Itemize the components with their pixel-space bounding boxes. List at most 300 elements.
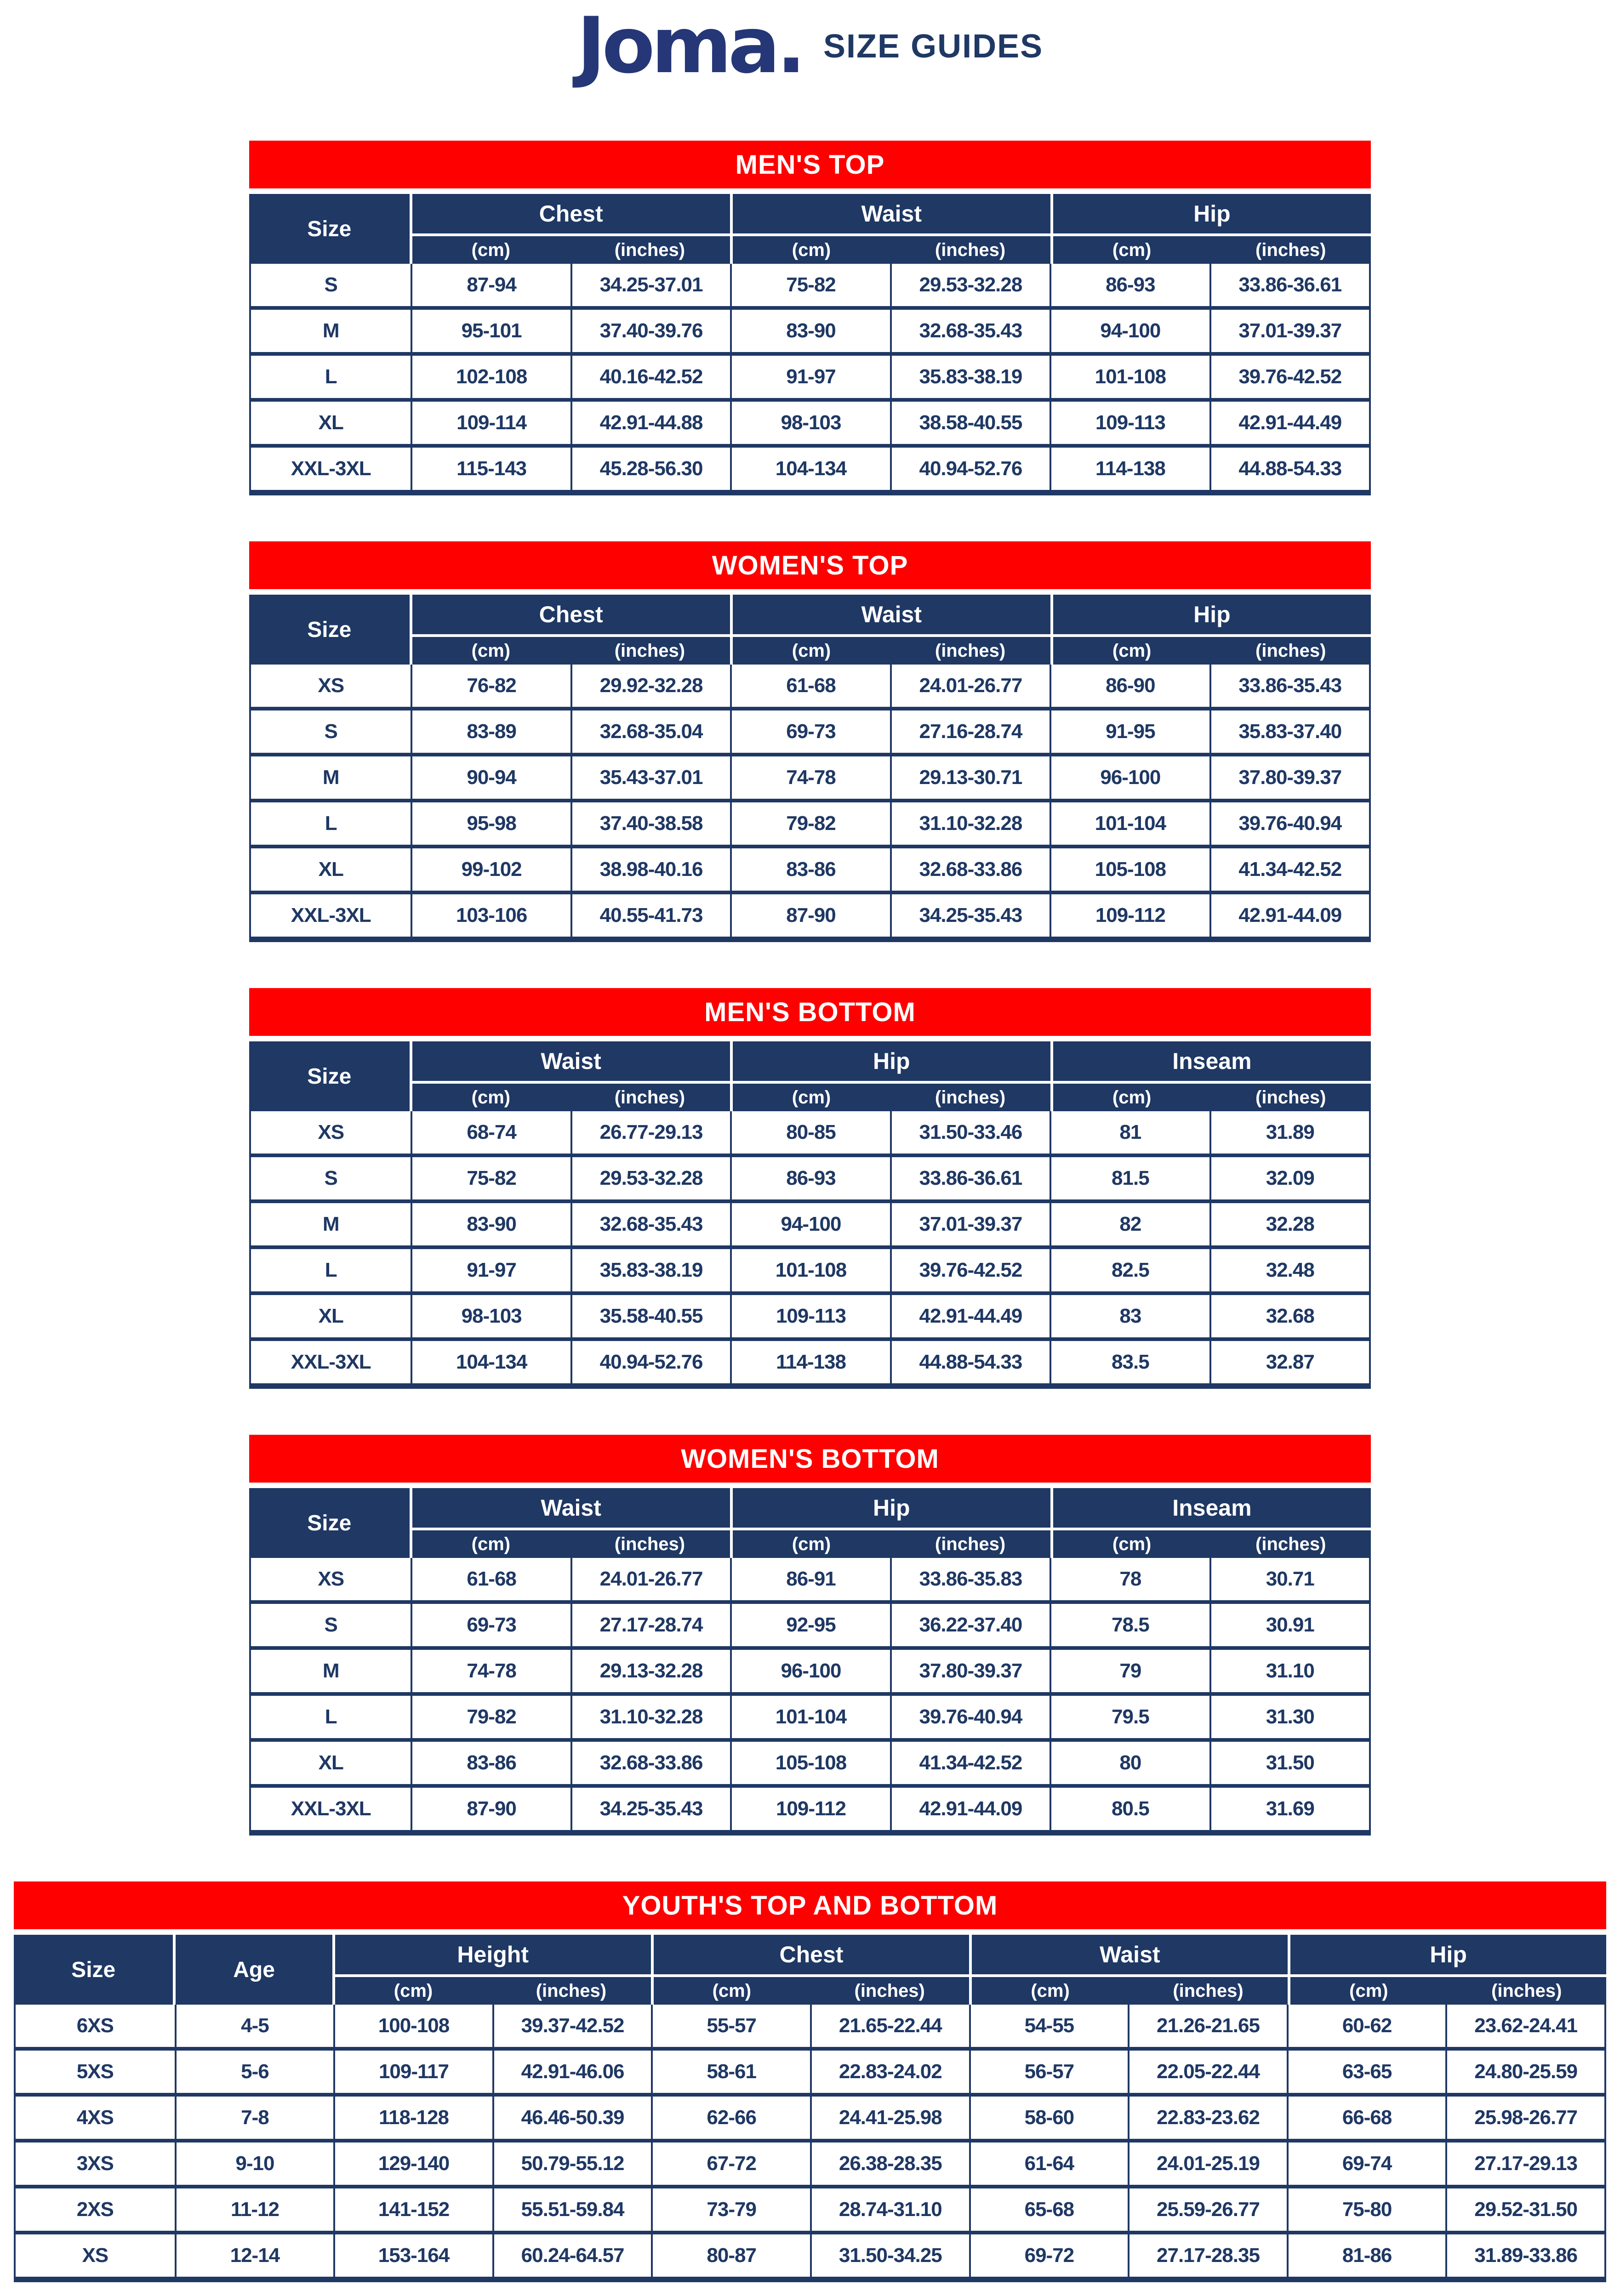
data-cell: 95-98: [411, 802, 570, 845]
data-cell: 83-90: [730, 310, 890, 352]
row-size-cell: S: [324, 1614, 337, 1636]
header-group-waist: Waist: [410, 1041, 730, 1081]
row-size-cell: XXL-3XL: [291, 457, 371, 480]
header-unit-inches: (inches): [1255, 640, 1326, 661]
data-cell: 58-61: [651, 2051, 810, 2093]
header-size: Size: [307, 1064, 352, 1089]
data-cell: 74-78: [730, 756, 890, 799]
header-unit-cm: (cm): [730, 637, 890, 665]
data-cell: 32.68-35.04: [570, 710, 730, 753]
data-cell: 31.69: [1209, 1788, 1369, 1830]
row-size-cell: XXL-3XL: [291, 1797, 371, 1820]
data-cell: 37.40-39.76: [570, 310, 730, 352]
row-size-cell: L: [325, 812, 337, 835]
row-size-cell: L: [325, 1259, 337, 1281]
header-group-hip: Hip: [1288, 1935, 1606, 1974]
data-cell: 28.74-31.10: [810, 2188, 969, 2231]
header-unit-cm: (cm): [730, 1530, 890, 1558]
data-cell: 33.86-36.61: [1209, 264, 1369, 306]
data-cell: 32.09: [1209, 1157, 1369, 1199]
data-cell: 81-86: [1287, 2234, 1446, 2277]
table-row: [251, 665, 1369, 710]
data-cell: 100-108: [333, 2005, 492, 2047]
data-cell: 73-79: [651, 2188, 810, 2231]
row-size-cell: M: [322, 319, 339, 342]
header-unit-inches: (inches): [614, 239, 685, 260]
data-cell: 69-73: [730, 710, 890, 753]
data-cell: 33.86-35.43: [1209, 665, 1369, 707]
table-row: [16, 2188, 1604, 2234]
header-group-hip: Hip: [1050, 595, 1371, 634]
data-cell: 31.30: [1209, 1696, 1369, 1738]
data-cell: 30.71: [1209, 1558, 1369, 1600]
header-unit-cm: (cm): [1050, 637, 1211, 665]
header-unit-cm: (cm): [1288, 1977, 1447, 2005]
data-cell: 56-57: [969, 2051, 1128, 2093]
header-unit-inches: (inches): [854, 1980, 925, 2001]
data-cell: 35.43-37.01: [570, 756, 730, 799]
data-cell: 26.38-28.35: [810, 2143, 969, 2185]
data-cell: 39.76-42.52: [1209, 356, 1369, 398]
data-cell: 40.16-42.52: [570, 356, 730, 398]
data-cell: 80: [1050, 1742, 1209, 1784]
data-cell: 76-82: [411, 665, 570, 707]
header-unit-cm: (cm): [410, 637, 570, 665]
data-cell: 109-114: [411, 402, 570, 444]
data-cell: 75-82: [730, 264, 890, 306]
table-title-women-s-top: WOMEN'S TOP: [249, 541, 1371, 589]
header-group-waist: Waist: [410, 1488, 730, 1528]
data-cell: 32.68-33.86: [570, 1742, 730, 1784]
data-cell: 40.55-41.73: [570, 894, 730, 937]
header-size: Size: [71, 1957, 116, 1982]
table-youth-s-top-and-bottom: [14, 1881, 1606, 2282]
header-unit-cm: (cm): [410, 236, 570, 264]
data-cell: 60-62: [1287, 2005, 1446, 2047]
data-cell: 39.76-40.94: [1209, 802, 1369, 845]
data-cell: 36.22-37.40: [890, 1604, 1050, 1646]
row-size-cell: 6XS: [76, 2014, 114, 2037]
row-age-cell: 7-8: [175, 2097, 334, 2139]
data-cell: 129-140: [333, 2143, 492, 2185]
row-age-cell: 9-10: [175, 2143, 334, 2185]
header-group-waist: Waist: [730, 595, 1050, 634]
data-cell: 101-108: [730, 1249, 890, 1291]
header-unit-inches: (inches): [935, 1534, 1006, 1554]
data-cell: 29.13-32.28: [570, 1650, 730, 1692]
data-cell: 40.94-52.76: [570, 1341, 730, 1383]
data-cell: 104-134: [411, 1341, 570, 1383]
data-cell: 90-94: [411, 756, 570, 799]
data-cell: 33.86-36.61: [890, 1157, 1050, 1199]
data-cell: 86-93: [1050, 264, 1209, 306]
data-cell: 37.80-39.37: [890, 1650, 1050, 1692]
header-group-hip: Hip: [730, 1041, 1050, 1081]
header-unit-cm: (cm): [410, 1084, 570, 1111]
row-size-cell: XL: [318, 1305, 343, 1327]
header-group-chest: Chest: [410, 194, 730, 233]
table-row: [251, 848, 1369, 894]
table-body: [14, 2005, 1606, 2282]
header-group-waist: Waist: [730, 194, 1050, 233]
table-row: [251, 894, 1369, 937]
table-row: [251, 1742, 1369, 1788]
data-cell: 31.10-32.28: [570, 1696, 730, 1738]
data-cell: 37.40-38.58: [570, 802, 730, 845]
data-cell: 22.05-22.44: [1128, 2051, 1287, 2093]
data-cell: 24.80-25.59: [1445, 2051, 1604, 2093]
table-row: [251, 356, 1369, 402]
table-header: [249, 194, 1371, 264]
row-size-cell: XL: [318, 411, 343, 434]
header-unit-inches: (inches): [1173, 1980, 1244, 2001]
row-size-cell: XS: [318, 674, 344, 697]
table-row: [251, 1696, 1369, 1742]
header-unit-inches: (inches): [935, 239, 1006, 260]
data-cell: 38.58-40.55: [890, 402, 1050, 444]
data-cell: 32.28: [1209, 1203, 1369, 1245]
data-cell: 30.91: [1209, 1604, 1369, 1646]
data-cell: 69-74: [1287, 2143, 1446, 2185]
table-row: [251, 1341, 1369, 1383]
row-size-cell: L: [325, 365, 337, 388]
data-cell: 68-74: [411, 1111, 570, 1154]
data-cell: 24.01-26.77: [890, 665, 1050, 707]
data-cell: 103-106: [411, 894, 570, 937]
data-cell: 96-100: [1050, 756, 1209, 799]
data-cell: 87-90: [411, 1788, 570, 1830]
data-cell: 82: [1050, 1203, 1209, 1245]
table-body: [249, 1558, 1371, 1836]
table-row: [16, 2143, 1604, 2188]
data-cell: 61-68: [730, 665, 890, 707]
header-unit-inches: (inches): [1491, 1980, 1562, 2001]
data-cell: 82.5: [1050, 1249, 1209, 1291]
data-cell: 109-112: [1050, 894, 1209, 937]
data-cell: 101-104: [1050, 802, 1209, 845]
data-cell: 27.16-28.74: [890, 710, 1050, 753]
data-cell: 37.01-39.37: [1209, 310, 1369, 352]
data-cell: 31.50-33.46: [890, 1111, 1050, 1154]
header-unit-cm: (cm): [1050, 236, 1211, 264]
data-cell: 81.5: [1050, 1157, 1209, 1199]
data-cell: 153-164: [333, 2234, 492, 2277]
header-size: Size: [307, 617, 352, 642]
data-cell: 24.41-25.98: [810, 2097, 969, 2139]
data-cell: 83-89: [411, 710, 570, 753]
data-cell: 105-108: [1050, 848, 1209, 891]
data-cell: 91-97: [730, 356, 890, 398]
table-row: [251, 1249, 1369, 1295]
data-cell: 29.13-30.71: [890, 756, 1050, 799]
header-unit-inches: (inches): [1255, 1534, 1326, 1554]
header-unit-inches: (inches): [614, 1087, 685, 1108]
data-cell: 79.5: [1050, 1696, 1209, 1738]
row-size-cell: M: [322, 766, 339, 789]
header-unit-inches: (inches): [1255, 1087, 1326, 1108]
table-header: [249, 595, 1371, 665]
table-row: [16, 2051, 1604, 2097]
data-cell: 109-113: [730, 1295, 890, 1337]
data-cell: 37.01-39.37: [890, 1203, 1050, 1245]
row-size-cell: XXL-3XL: [291, 1351, 371, 1373]
row-age-cell: 5-6: [175, 2051, 334, 2093]
row-size-cell: 2XS: [76, 2198, 114, 2221]
data-cell: 60.24-64.57: [492, 2234, 651, 2277]
data-cell: 21.26-21.65: [1128, 2005, 1287, 2047]
data-cell: 22.83-23.62: [1128, 2097, 1287, 2139]
data-cell: 46.46-50.39: [492, 2097, 651, 2139]
data-cell: 41.34-42.52: [890, 1742, 1050, 1784]
data-cell: 75-82: [411, 1157, 570, 1199]
data-cell: 91-95: [1050, 710, 1209, 753]
row-size-cell: S: [324, 1167, 337, 1189]
data-cell: 66-68: [1287, 2097, 1446, 2139]
page-header: [0, 0, 1620, 91]
data-cell: 41.34-42.52: [1209, 848, 1369, 891]
header-unit-cm: (cm): [969, 1977, 1128, 2005]
data-cell: 44.88-54.33: [1209, 448, 1369, 490]
data-cell: 80-85: [730, 1111, 890, 1154]
table-row: [251, 802, 1369, 848]
data-cell: 50.79-55.12: [492, 2143, 651, 2185]
header-unit-cm: (cm): [730, 1084, 890, 1111]
data-cell: 94-100: [730, 1203, 890, 1245]
data-cell: 31.10: [1209, 1650, 1369, 1692]
page-title: SIZE GUIDES: [823, 28, 1044, 65]
data-cell: 29.92-32.28: [570, 665, 730, 707]
table-row: [251, 1295, 1369, 1341]
data-cell: 102-108: [411, 356, 570, 398]
data-cell: 39.76-40.94: [890, 1696, 1050, 1738]
footer-space: [0, 2282, 1620, 2296]
data-cell: 81: [1050, 1111, 1209, 1154]
data-cell: 42.91-44.49: [890, 1295, 1050, 1337]
table-row: [251, 1650, 1369, 1696]
header-group-hip: Hip: [1050, 194, 1371, 233]
data-cell: 32.68-33.86: [890, 848, 1050, 891]
table-row: [251, 756, 1369, 802]
data-cell: 32.68: [1209, 1295, 1369, 1337]
table-row: [251, 448, 1369, 490]
header-unit-inches: (inches): [536, 1980, 607, 2001]
data-cell: 39.76-42.52: [890, 1249, 1050, 1291]
row-size-cell: S: [324, 720, 337, 743]
row-size-cell: 4XS: [76, 2106, 114, 2129]
row-size-cell: XS: [318, 1568, 344, 1590]
data-cell: 61-64: [969, 2143, 1128, 2185]
row-age-cell: 12-14: [175, 2234, 334, 2277]
data-cell: 34.25-35.43: [890, 894, 1050, 937]
data-cell: 62-66: [651, 2097, 810, 2139]
row-size-cell: L: [325, 1705, 337, 1728]
data-cell: 34.25-37.01: [570, 264, 730, 306]
row-age-cell: 4-5: [175, 2005, 334, 2047]
table-body: [249, 1111, 1371, 1389]
header-group-hip: Hip: [730, 1488, 1050, 1528]
header-group-height: Height: [332, 1935, 651, 1974]
header-unit-cm: (cm): [410, 1530, 570, 1558]
header-unit-cm: (cm): [1050, 1530, 1211, 1558]
data-cell: 45.28-56.30: [570, 448, 730, 490]
data-cell: 80.5: [1050, 1788, 1209, 1830]
data-cell: 65-68: [969, 2188, 1128, 2231]
data-cell: 32.48: [1209, 1249, 1369, 1291]
table-row: [16, 2097, 1604, 2143]
data-cell: 55.51-59.84: [492, 2188, 651, 2231]
data-cell: 23.62-24.41: [1445, 2005, 1604, 2047]
data-cell: 69-73: [411, 1604, 570, 1646]
data-cell: 33.86-35.83: [890, 1558, 1050, 1600]
data-cell: 54-55: [969, 2005, 1128, 2047]
data-cell: 31.10-32.28: [890, 802, 1050, 845]
row-size-cell: XS: [82, 2244, 108, 2267]
row-size-cell: M: [322, 1659, 339, 1682]
row-age-cell: 11-12: [175, 2188, 334, 2231]
table-body: [249, 665, 1371, 942]
header-unit-inches: (inches): [935, 640, 1006, 661]
table-row: [251, 1203, 1369, 1249]
data-cell: 29.52-31.50: [1445, 2188, 1604, 2231]
data-cell: 25.98-26.77: [1445, 2097, 1604, 2139]
table-men-s-bottom: [249, 988, 1371, 1389]
data-cell: 32.87: [1209, 1341, 1369, 1383]
data-cell: 92-95: [730, 1604, 890, 1646]
data-cell: 44.88-54.33: [890, 1341, 1050, 1383]
header-unit-inches: (inches): [935, 1087, 1006, 1108]
table-header: [249, 1041, 1371, 1111]
table-row: [251, 310, 1369, 356]
table-title-women-s-bottom: WOMEN'S BOTTOM: [249, 1435, 1371, 1483]
data-cell: 22.83-24.02: [810, 2051, 969, 2093]
data-cell: 26.77-29.13: [570, 1111, 730, 1154]
data-cell: 32.68-35.43: [570, 1203, 730, 1245]
data-cell: 101-108: [1050, 356, 1209, 398]
data-cell: 29.53-32.28: [890, 264, 1050, 306]
data-cell: 35.58-40.55: [570, 1295, 730, 1337]
data-cell: 75-80: [1287, 2188, 1446, 2231]
data-cell: 42.91-44.09: [1209, 894, 1369, 937]
data-cell: 61-68: [411, 1558, 570, 1600]
data-cell: 83-86: [411, 1742, 570, 1784]
data-cell: 109-112: [730, 1788, 890, 1830]
table-row: [251, 1157, 1369, 1203]
data-cell: 80-87: [651, 2234, 810, 2277]
data-cell: 114-138: [1050, 448, 1209, 490]
data-cell: 79-82: [730, 802, 890, 845]
data-cell: 42.91-46.06: [492, 2051, 651, 2093]
row-size-cell: M: [322, 1213, 339, 1235]
data-cell: 78.5: [1050, 1604, 1209, 1646]
row-size-cell: XS: [318, 1121, 344, 1143]
data-cell: 42.91-44.88: [570, 402, 730, 444]
header-unit-inches: (inches): [1255, 239, 1326, 260]
data-cell: 29.53-32.28: [570, 1157, 730, 1199]
header-unit-inches: (inches): [614, 640, 685, 661]
header-group-chest: Chest: [651, 1935, 970, 1974]
data-cell: 24.01-26.77: [570, 1558, 730, 1600]
header-group-inseam: Inseam: [1050, 1488, 1371, 1528]
table-header: [249, 1488, 1371, 1558]
data-cell: 31.89: [1209, 1111, 1369, 1154]
data-cell: 114-138: [730, 1341, 890, 1383]
data-cell: 67-72: [651, 2143, 810, 2185]
data-cell: 24.01-25.19: [1128, 2143, 1287, 2185]
data-cell: 99-102: [411, 848, 570, 891]
data-cell: 34.25-35.43: [570, 1788, 730, 1830]
data-cell: 79: [1050, 1650, 1209, 1692]
row-size-cell: 5XS: [76, 2060, 114, 2083]
data-cell: 141-152: [333, 2188, 492, 2231]
data-cell: 94-100: [1050, 310, 1209, 352]
data-cell: 27.17-28.35: [1128, 2234, 1287, 2277]
row-size-cell: 3XS: [76, 2152, 114, 2175]
table-title-men-s-bottom: MEN'S BOTTOM: [249, 988, 1371, 1036]
table-women-s-bottom: [249, 1435, 1371, 1836]
header-unit-cm: (cm): [651, 1977, 810, 2005]
data-cell: 27.17-28.74: [570, 1604, 730, 1646]
table-row: [16, 2234, 1604, 2277]
table-row: [251, 1558, 1369, 1604]
header-group-inseam: Inseam: [1050, 1041, 1371, 1081]
header-size: Size: [307, 1511, 352, 1535]
data-cell: 58-60: [969, 2097, 1128, 2139]
data-cell: 105-108: [730, 1742, 890, 1784]
tables: [0, 141, 1620, 2282]
row-size-cell: S: [324, 273, 337, 296]
row-size-cell: XL: [318, 1751, 343, 1774]
data-cell: 31.89-33.86: [1445, 2234, 1604, 2277]
table-row: [16, 2005, 1604, 2051]
table-title-youth-s-top-and-bottom: YOUTH'S TOP AND BOTTOM: [14, 1881, 1606, 1929]
header-unit-cm: (cm): [1050, 1084, 1211, 1111]
data-cell: 37.80-39.37: [1209, 756, 1369, 799]
table-row: [251, 710, 1369, 756]
header-unit-cm: (cm): [332, 1977, 491, 2005]
data-cell: 109-113: [1050, 402, 1209, 444]
data-cell: 83.5: [1050, 1341, 1209, 1383]
header-age: Age: [173, 1935, 332, 2005]
data-cell: 74-78: [411, 1650, 570, 1692]
data-cell: 86-90: [1050, 665, 1209, 707]
table-row: [251, 402, 1369, 448]
data-cell: 42.91-44.09: [890, 1788, 1050, 1830]
data-cell: 98-103: [411, 1295, 570, 1337]
data-cell: 63-65: [1287, 2051, 1446, 2093]
data-cell: 35.83-38.19: [570, 1249, 730, 1291]
table-body: [249, 264, 1371, 495]
data-cell: 35.83-38.19: [890, 356, 1050, 398]
header-group-chest: Chest: [410, 595, 730, 634]
data-cell: 87-90: [730, 894, 890, 937]
data-cell: 69-72: [969, 2234, 1128, 2277]
data-cell: 25.59-26.77: [1128, 2188, 1287, 2231]
table-row: [251, 1604, 1369, 1650]
data-cell: 78: [1050, 1558, 1209, 1600]
table-row: [251, 1788, 1369, 1830]
table-row: [251, 1111, 1369, 1157]
data-cell: 79-82: [411, 1696, 570, 1738]
table-men-s-top: [249, 141, 1371, 495]
data-cell: 101-104: [730, 1696, 890, 1738]
data-cell: 31.50-34.25: [810, 2234, 969, 2277]
table-header: [14, 1935, 1606, 2005]
data-cell: 96-100: [730, 1650, 890, 1692]
header-unit-cm: (cm): [730, 236, 890, 264]
data-cell: 91-97: [411, 1249, 570, 1291]
header-size: Size: [307, 216, 352, 241]
data-cell: 40.94-52.76: [890, 448, 1050, 490]
